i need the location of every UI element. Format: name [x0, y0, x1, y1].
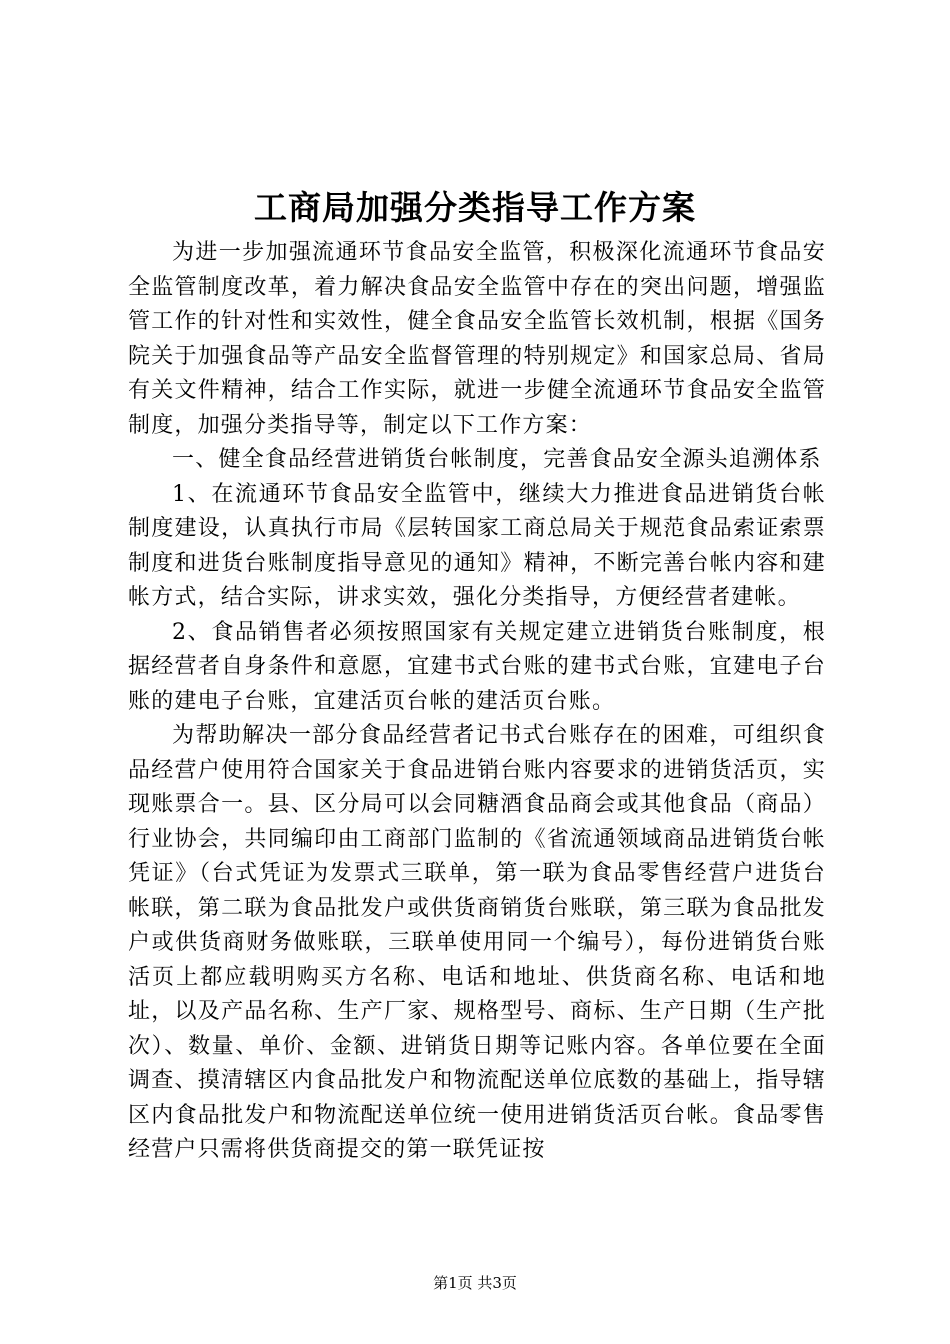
paragraph-section-heading-1: 一、健全食品经营进销货台帐制度，完善食品安全源头追溯体系 — [172, 447, 822, 472]
paragraph-ledger-guidance: 为帮助解决一部分食品经营者记书式台账存在的困难，可组织食品经营户使用符合国家关于食品进销台账内容要求的进销货活页，实现账票合一。县、区分局可以会同糖酒食品商会或其他食品（商品）行业协会，共同编印由工商部门监制的《省流通领域商品进销货台帐凭证》（台式凭证为发票式三联单，第一联为食品零售经营户进货台帐联，第二联为食品批发户或供货商销货台账联，第三联为食品批发户或供货商财务做账联，三联单使用同一个编号），每份进销货台账活页上都应载明购买方名称、电话和地址、供货商名称、电话和地址，以及产品名称、生产厂家、规格型号、商标、生产日期（生产批次）、数量、单价、金额、进销货日期等记账内容。各单位要在全面调查、摸清辖区内食品批发户和物流配送单位底数的基础上，指导辖区内食品批发户和物流配送单位统一使用进销货活页台帐。食品零售经营户只需将供货商提交的第一联凭证按 — [128, 723, 826, 1162]
paragraph-item-1: 1、在流通环节食品安全监管中，继续大力推进食品进销货台帐制度建设，认真执行市局《层转国家工商总局关于规范食品索证索票制度和进货台账制度指导意见的通知》精神，不断完善台帐内容和建帐方式，结合实际，讲求实效，强化分类指导，方便经营者建帐。 — [128, 481, 826, 610]
page-footer: 第1页 共3页 — [433, 1274, 517, 1292]
document-title: 工商局加强分类指导工作方案 — [254, 188, 696, 227]
document-body — [128, 236, 826, 1168]
paragraph-intro: 为进一步加强流通环节食品安全监管，积极深化流通环节食品安全监管制度改革，着力解决食品安全监管中存在的突出问题，增强监管工作的针对性和实效性，健全食品安全监管长效机制，根据《国务院关于加强食品等产品安全监督管理的特别规定》和国家总局、省局有关文件精神，结合工作实际，就进一步健全流通环节食品安全监管制度，加强分类指导等，制定以下工作方案： — [128, 240, 826, 438]
paragraph-item-2: 2、食品销售者必须按照国家有关规定建立进销货台账制度，根据经营者自身条件和意愿，宜建书式台账的建书式台账，宜建电子台账的建电子台账，宜建活页台帐的建活页台账。 — [128, 619, 826, 714]
